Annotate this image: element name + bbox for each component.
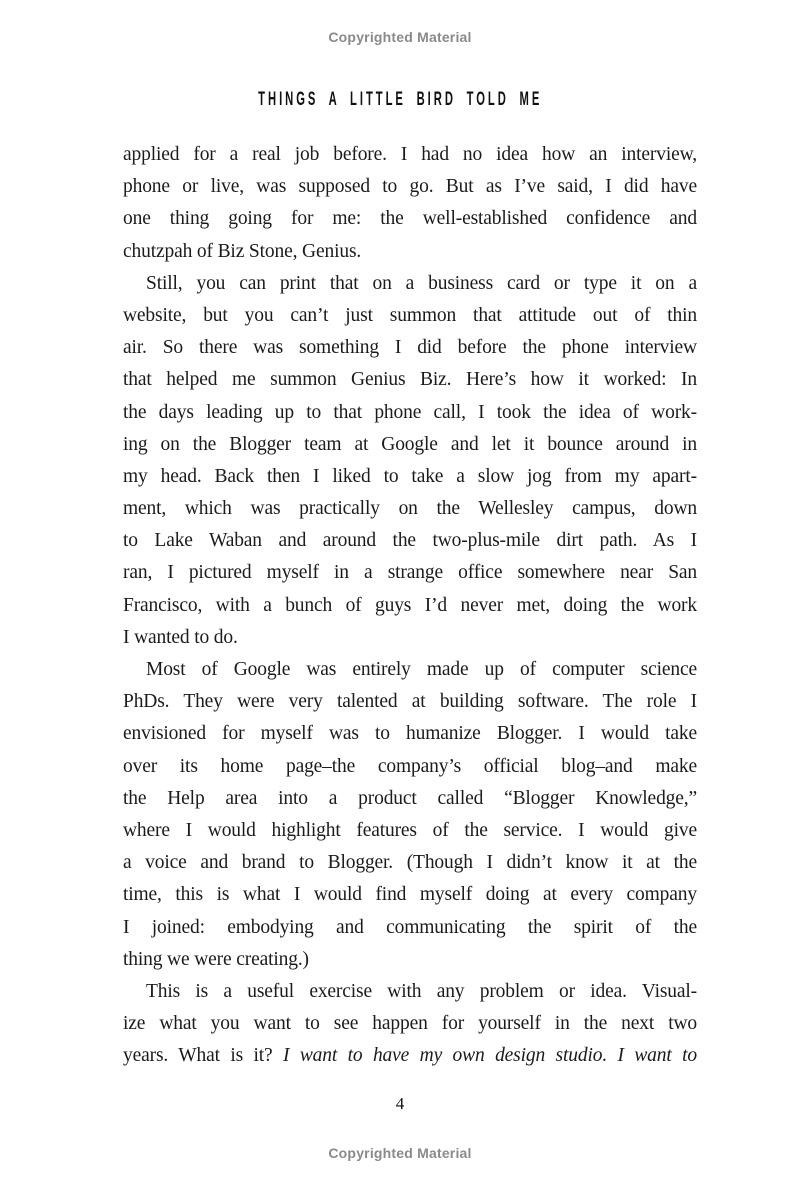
text-segment: that helped me summon Genius Biz. Here’s how it worked: In (123, 369, 697, 391)
text-segment: envisioned for myself was to humanize Blogger. I would take (123, 723, 697, 745)
text-line (123, 944, 697, 976)
text-segment: ize what you want to see happen for yourself in the next two (123, 1013, 697, 1035)
running-head-title: THINGS A LITTLE BIRD TOLD ME (257, 88, 543, 110)
text-line (123, 686, 697, 718)
text-segment: I wanted to do. (123, 626, 238, 648)
text-segment: years. What is it? (123, 1045, 284, 1067)
text-segment: Still, you can print that on a business card or type it on a (146, 272, 697, 294)
text-line (123, 525, 697, 557)
text-segment: chutzpah of Biz Stone, Genius. (123, 240, 362, 262)
text-line (123, 751, 697, 783)
text-line (123, 783, 697, 815)
text-line (123, 236, 697, 268)
copyright-notice-bottom: Copyrighted Material (328, 1145, 472, 1161)
text-line (123, 139, 697, 171)
text-line (123, 268, 697, 300)
text-segment: Francisco, with a bunch of guys I’d never met, doing the work (123, 594, 697, 616)
copyright-notice-top: Copyrighted Material (328, 29, 472, 45)
text-line (123, 171, 697, 203)
text-line (123, 976, 697, 1008)
body-text (123, 139, 697, 1072)
text-line (123, 1040, 697, 1072)
text-line (123, 879, 697, 911)
text-segment: ment, which was practically on the Wellesley campus, down (123, 498, 697, 520)
text-segment: PhDs. They were very talented at building software. The role I (123, 691, 697, 713)
text-line (123, 397, 697, 429)
page-number: 4 (395, 1094, 405, 1113)
text-segment: air. So there was something I did before the phone interview (123, 337, 697, 359)
text-segment: a voice and brand to Blogger. (Though I didn’t know it at the (123, 852, 697, 874)
text-segment: over its home page–the company’s official blog–and make (123, 755, 697, 777)
text-segment: applied for a real job before. I had no idea how an interview, (123, 144, 697, 165)
text-segment: one thing going for me: the well-established confidence and (123, 208, 697, 230)
text-line (123, 847, 697, 879)
text-line (123, 332, 697, 364)
text-segment: where I would highlight features of the service. I would give (123, 819, 697, 841)
text-segment: the Help area into a product called “Blogger Knowledge,” (123, 787, 697, 809)
text-segment: website, but you can’t just summon that attitude out of thin (123, 304, 697, 326)
text-segment: ing on the Blogger team at Google and let it bounce around in (123, 433, 697, 455)
text-segment: Most of Google was entirely made up of computer science (146, 659, 697, 680)
text-line (123, 364, 697, 396)
text-line (123, 590, 697, 622)
text-line (123, 718, 697, 750)
text-segment: This is a useful exercise with any problem or idea. Visual- (146, 980, 697, 1002)
text-line (123, 429, 697, 461)
text-line (123, 557, 697, 589)
text-line (123, 654, 697, 686)
text-segment: ran, I pictured myself in a strange office somewhere near San (123, 562, 697, 584)
text-line (123, 815, 697, 847)
text-segment: to Lake Waban and around the two-plus-mile dirt path. As I (123, 530, 697, 552)
text-segment: the days leading up to that phone call, I took the idea of work- (123, 401, 697, 423)
running-head (0, 88, 800, 108)
text-line (123, 300, 697, 332)
text-segment: my head. Back then I liked to take a slow jog from my apart- (123, 465, 697, 487)
text-line (123, 1008, 697, 1040)
text-segment: thing we were creating.) (123, 948, 309, 970)
text-segment: I joined: embodying and communicating the spirit of the (123, 916, 697, 938)
italic-text-segment: I want to have my own design studio. I want to (283, 1045, 697, 1067)
text-line (123, 622, 697, 654)
text-line (123, 203, 697, 235)
text-line (123, 912, 697, 944)
text-line (123, 461, 697, 493)
text-segment: phone or live, was supposed to go. But as I’ve said, I did have (123, 176, 697, 198)
text-line (123, 493, 697, 525)
text-segment: time, this is what I would find myself doing at every company (123, 884, 697, 906)
